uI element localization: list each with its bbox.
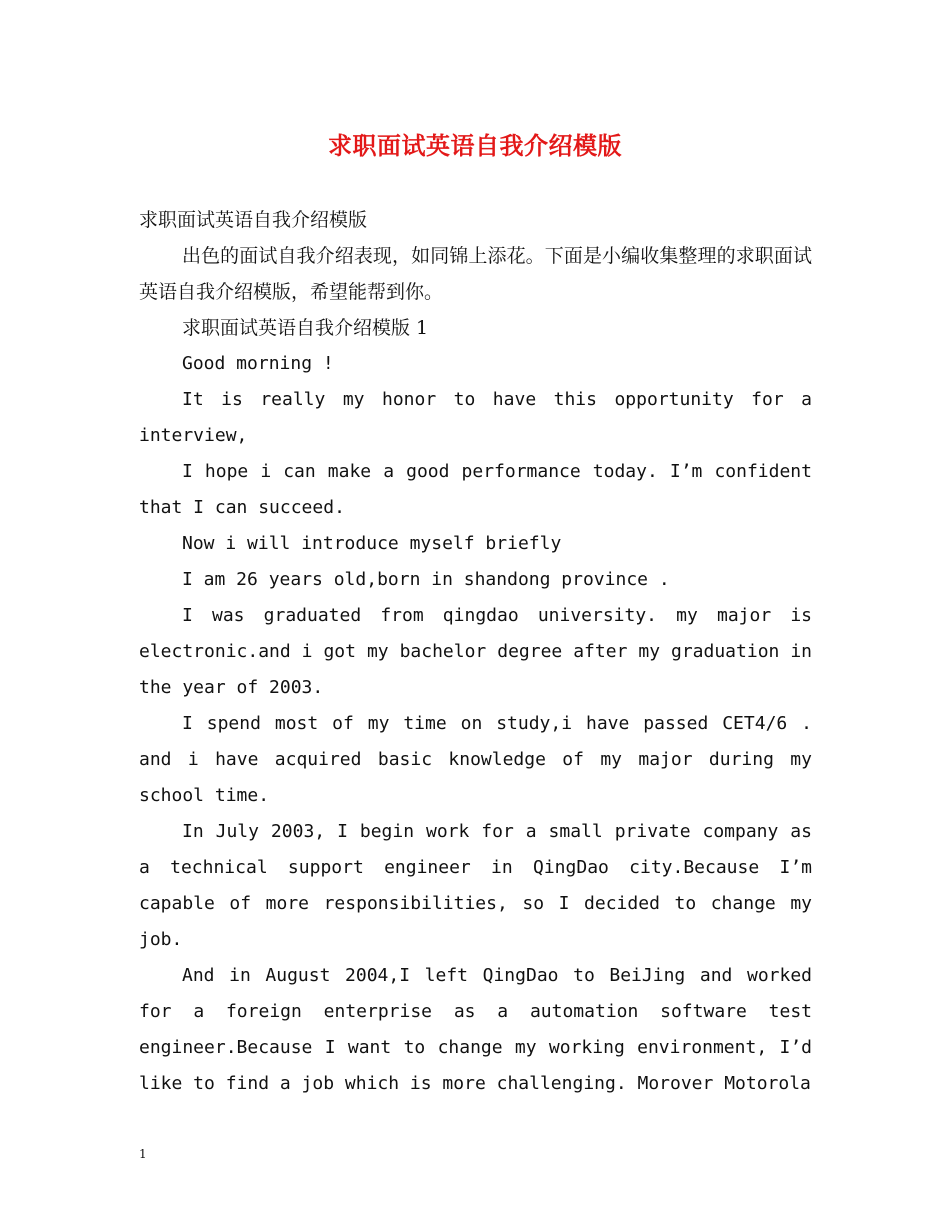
document-body (139, 202, 812, 1102)
paragraph-education: I was graduated from qingdao university. my major is electronic.and i got my bachelor degree after my graduation in the year of 2003. (139, 605, 812, 698)
paragraph-work-qingdao: In July 2003, I begin work for a small private company as a technical support engineer in QingDao city.Because I’m capable of more responsibilities, so I decided to change my job. (139, 821, 812, 950)
paragraph-introduce: Now i will introduce myself briefly (182, 533, 562, 554)
paragraph-age: I am 26 years old,born in shandong province . (182, 569, 670, 590)
paragraph-greeting: Good morning ! (182, 353, 334, 374)
paragraph-honor: It is really my honor to have this opportunity for a interview, (139, 389, 812, 446)
heading-repeat: 求职面试英语自我介绍模版 (139, 209, 368, 231)
document-title: 求职面试英语自我介绍模版 (328, 131, 622, 160)
paragraph-work-beijing: And in August 2004,I left QingDao to BeiJing and worked for a foreign enterprise as a automation software test engineer.Because I want to change my working environment, I’d like to find a job which is more challenging. Morover Motorola (139, 965, 812, 1094)
paragraph-study: I spend most of my time on study,i have passed CET4/6 . and i have acquired basic knowledge of my major during my school time. (139, 713, 812, 806)
intro-paragraph: 出色的面试自我介绍表现，如同锦上添花。下面是小编收集整理的求职面试英语自我介绍模版，希望能帮到你。 (139, 245, 812, 303)
section-label: 求职面试英语自我介绍模版 1 (182, 317, 429, 339)
page-number: 1 (139, 1147, 147, 1161)
paragraph-performance: I hope i can make a good performance today. I’m confident that I can succeed. (139, 461, 812, 518)
